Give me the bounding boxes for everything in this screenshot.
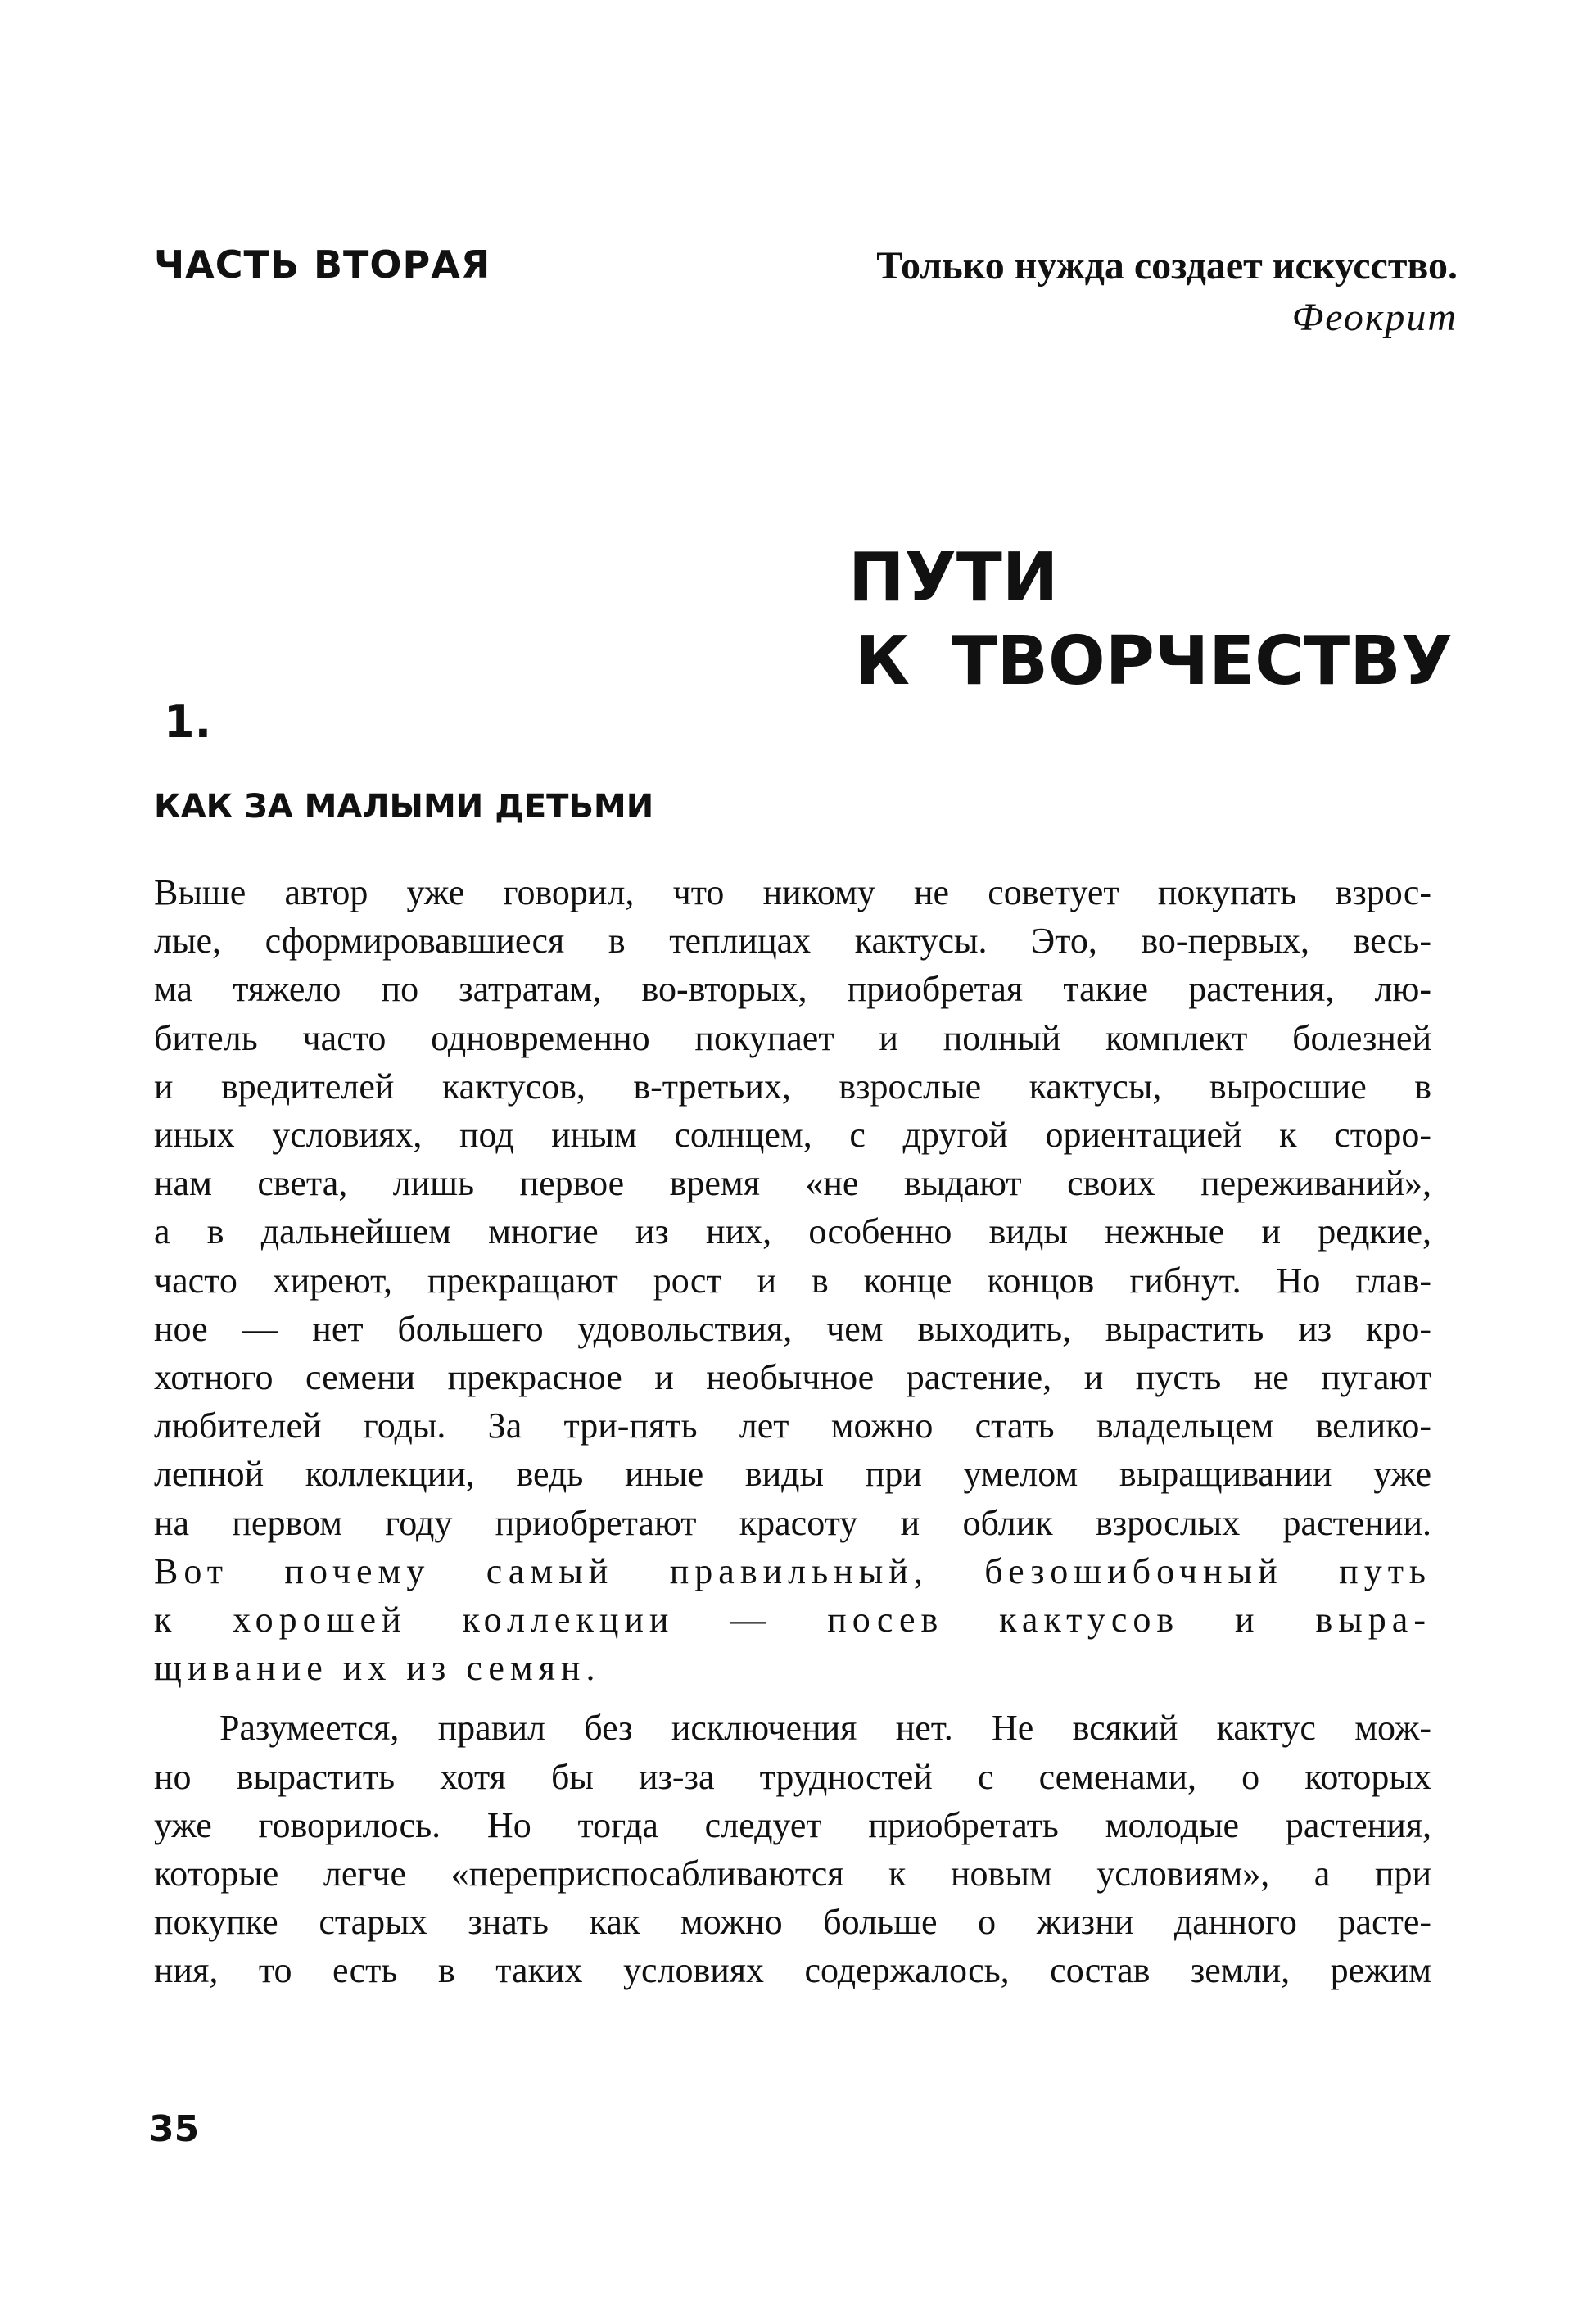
body-line: и вредителей кактусов, в-третьих, взрослые кактусы, выросшие в — [154, 1066, 1431, 1107]
body-line: ма тяжело по затратам, во-вторых, приобретая такие растения, лю- — [154, 969, 1431, 1010]
body-line: иных условиях, под иным солнцем, с другой ориентацией к сторо- — [154, 1115, 1431, 1156]
body-line-emphasis: щивание их из семян. — [154, 1648, 601, 1689]
chapter-title: КАК ЗА МАЛЫМИ ДЕТЬМИ — [154, 788, 654, 826]
paragraph-gap — [154, 1692, 1431, 1704]
body-line: хотного семени прекрасное и необычное растение, и пусть не пугают — [154, 1357, 1431, 1398]
body-line: лые, сформировавшиеся в теплицах кактусы. Это, во-первых, весь- — [154, 921, 1431, 962]
body-line: ния, то есть в таких условиях содержалось, состав земли, режим — [154, 1950, 1431, 1991]
section-title-line-1: ПУТИ — [848, 539, 1059, 617]
body-line: лепной коллекции, ведь иные виды при умелом выращивании уже — [154, 1454, 1431, 1495]
epigraph-text: Только нужда создает искусство. — [876, 244, 1458, 287]
chapter-number: 1. — [164, 696, 212, 748]
body-line: покупке старых знать как можно больше о жизни данного расте- — [154, 1902, 1431, 1943]
body-line: а в дальнейшем многие из них, особенно виды нежные и редкие, — [154, 1211, 1431, 1252]
body-line: на первом году приобретают красоту и облик взрослых растении. — [154, 1502, 1431, 1543]
body-line: битель часто одновременно покупает и полный комплект болезней — [154, 1017, 1431, 1058]
body-line: часто хиреют, прекращают рост и в конце концов гибнут. Но глав- — [154, 1260, 1431, 1301]
body-line-emphasis: к хорошей коллекции — посев кактусов и выра- — [154, 1600, 1431, 1641]
page-number: 35 — [149, 2108, 200, 2150]
body-text — [154, 868, 1431, 1995]
body-line: уже говорилось. Но тогда следует приобретать молодые растения, — [154, 1804, 1431, 1845]
body-line: но вырастить хотя бы из-за трудностей с семенами, о которых — [154, 1756, 1431, 1797]
body-line: которые легче «переприспосабливаются к новым условиям», а при — [154, 1854, 1431, 1894]
section-title-line-2: К ТВОРЧЕСТВУ — [855, 622, 1453, 700]
body-line: Выше автор уже говорил, что никому не советует покупать взрос- — [154, 872, 1431, 912]
body-line: Разумеется, правил без исключения нет. Не всякий кактус мож- — [219, 1708, 1431, 1749]
body-line: ное — нет большего удовольствия, чем выходить, вырастить из кро- — [154, 1308, 1431, 1349]
body-line-emphasis: Вот почему самый правильный, безошибочный путь — [154, 1550, 1431, 1591]
body-line: нам света, лишь первое время «не выдают своих переживаний», — [154, 1163, 1431, 1204]
body-line: любителей годы. За три-пять лет можно стать владельцем велико- — [154, 1405, 1431, 1446]
part-label: ЧАСТЬ ВТОРАЯ — [154, 242, 491, 287]
epigraph-author: Феокрит — [1291, 296, 1458, 339]
